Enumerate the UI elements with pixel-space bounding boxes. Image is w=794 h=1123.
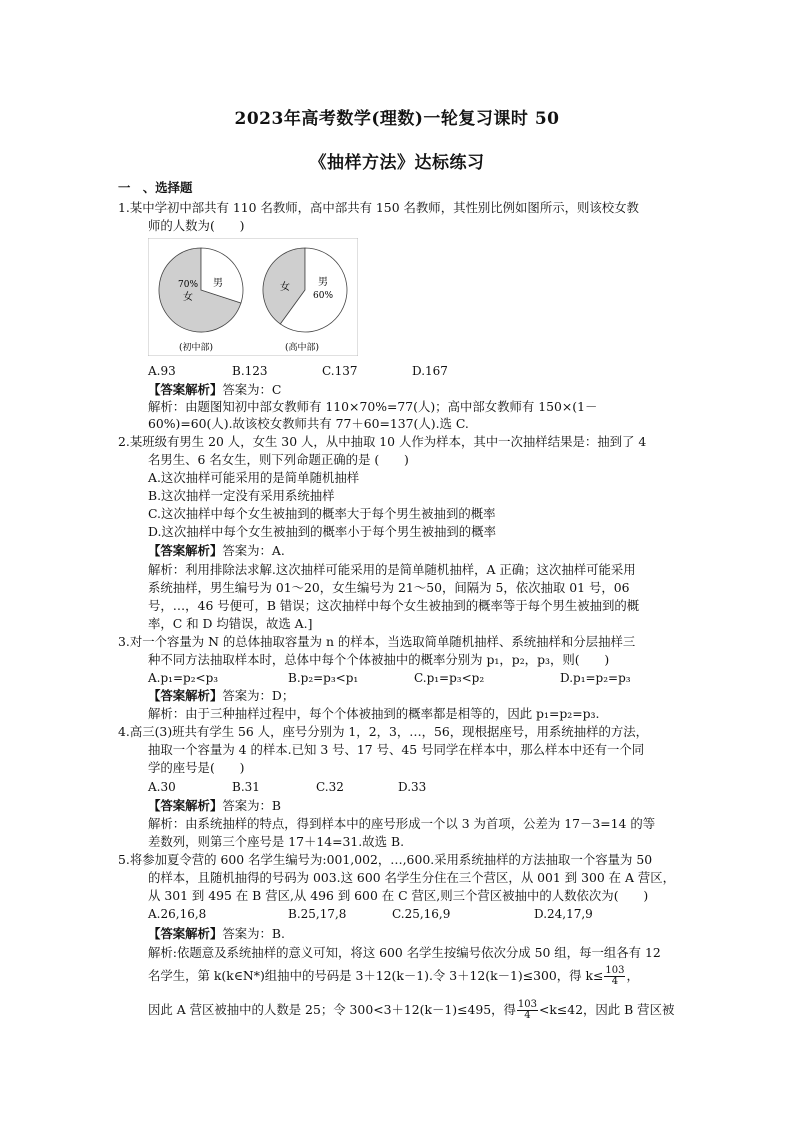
doc-title-line1: 2023年高考数学(理数)一轮复习课时 50 — [234, 109, 560, 129]
senior-female-label: 女 — [280, 282, 290, 293]
q3-option-b: B.p₂=p₃<p₁ — [288, 671, 359, 685]
q5-answer-tag: 【答案解析】 — [148, 926, 223, 941]
q5-analysis-line3-text: 因此 A 营区被抽中的人数是 25；令 300<3＋12(k－1)≤495，得 — [148, 1002, 516, 1017]
q5-option-d: D.24,17,9 — [534, 907, 593, 921]
q5-analysis-line1: 解析:依题意及系统抽样的意义可知，将这 600 名学生按编号依次分成 50 组，每一组各有 12 — [148, 945, 661, 960]
q2-analysis-line4: 率，C 和 D 均错误，故选 A.] — [148, 616, 313, 631]
fraction-103-over-4: $\frac{103}{4}$ — [605, 965, 625, 987]
q2-option-b: B.这次抽样一定没有采用系统抽样 — [148, 488, 335, 503]
q1-option-c: C.137 — [322, 364, 358, 378]
pie-charts-figure — [148, 238, 358, 356]
q1-analysis-line1: 解析：由题图知初中部女教师有 110×70%=77(人)；高中部女教师有 150×(1－ — [148, 399, 598, 414]
q2-option-a: A.这次抽样可能采用的是简单随机抽样 — [148, 470, 360, 485]
q5-option-c: C.25,16,9 — [392, 907, 451, 921]
q3-option-c: C.p₁=p₃<p₂ — [414, 671, 485, 685]
senior-caption: (高中部) — [285, 343, 320, 353]
section-heading: 一 、选择题 — [118, 180, 193, 195]
junior-caption: (初中部) — [179, 343, 214, 353]
q2-analysis-line1: 解析：利用排除法求解.这次抽样可能采用的是简单随机抽样，A 正确；这次抽样可能采用 — [148, 562, 636, 577]
senior-male-label: 男 — [318, 277, 328, 288]
q1-stem-line2: 师的人数为( ) — [148, 218, 245, 233]
q3-answer: 答案为：D； — [222, 688, 295, 703]
q4-stem-line1: 4.高三(3)班共有学生 56 人，座号分别为 1，2，3，…，56，现根据座号，用系统抽样的方法， — [118, 724, 649, 739]
q3-stem-line1: 3.对一个容量为 N 的总体抽取容量为 n 的样本，当选取简单随机抽样、系统抽样和分层抽样三 — [118, 634, 636, 649]
q3-option-a: A.p₁=p₂<p₃ — [148, 671, 219, 685]
q4-analysis-line1: 解析：由系统抽样的特点，得到样本中的座号形成一个以 3 为首项，公差为 17－3=14 的等 — [148, 816, 656, 831]
junior-male-label: 男 — [213, 278, 223, 289]
q2-answer: 答案为：A. — [222, 543, 285, 558]
q4-analysis-line2: 差数列，则第三个座号是 17＋14=31.故选 B. — [148, 834, 405, 849]
q1-option-d: D.167 — [412, 364, 448, 378]
senior-male-percent: 60% — [313, 291, 334, 301]
q2-answer-tag: 【答案解析】 — [148, 543, 223, 558]
q3-stem-line2: 种不同方法抽取样本时，总体中每个个体被抽中的概率分别为 p₁，p₂，p₃，则( ) — [148, 652, 610, 667]
q2-stem-line2: 名男生、6 名女生，则下列命题正确的是 ( ) — [148, 452, 409, 467]
q4-answer-tag: 【答案解析】 — [148, 798, 223, 813]
q4-option-d: D.33 — [398, 780, 427, 794]
q5-stem-line1: 5.将参加夏令营的 600 名学生编号为:001,002，…,600.采用系统抽样的方法抽取一个容量为 50 — [118, 852, 653, 867]
q2-option-c: C.这次抽样中每个女生被抽到的概率大于每个男生被抽到的概率 — [148, 506, 496, 521]
q4-option-b: B.31 — [232, 780, 260, 794]
q4-option-c: C.32 — [316, 780, 344, 794]
q2-analysis-line3: 号，…，46 号便可，B 错误；这次抽样中每个女生被抽到的概率等于每个男生被抽到的概 — [148, 598, 640, 613]
junior-female-percent: 70% — [178, 280, 199, 290]
q2-option-d: D.这次抽样中每个女生被抽到的概率小于每个男生被抽到的概率 — [148, 524, 496, 539]
q5-answer: 答案为：B. — [222, 926, 285, 941]
q4-option-a: A.30 — [148, 780, 176, 794]
q3-answer-tag: 【答案解析】 — [148, 688, 223, 703]
q2-analysis-line2: 系统抽样，男生编号为 01～20，女生编号为 21～50，间隔为 5，依次抽取 01 号，06 — [148, 580, 630, 595]
q4-stem-line3: 学的座号是( ) — [148, 760, 245, 775]
q5-option-b: B.25,17,8 — [288, 907, 347, 921]
q1-stem-line1: 1.某中学初中部共有 110 名教师，高中部共有 150 名教师，其性别比例如图所示，则该校女教 — [118, 200, 639, 215]
q4-answer: 答案为：B — [222, 798, 282, 813]
q4-stem-line2: 抽取一个容量为 4 的样本.已知 3 号、17 号、45 号同学在样本中，那么样本中还有一个同 — [148, 742, 645, 757]
q1-option-b: B.123 — [232, 364, 268, 378]
q1-answer-tag: 【答案解析】 — [148, 382, 223, 397]
q5-stem-line2: 的样本，且随机抽得的号码为 003.这 600 名学生分住在三个营区，从 001 到 300 在 A 营区， — [148, 870, 676, 885]
q1-analysis-line2: 60%)=60(人).故该校女教师共有 77＋60=137(人).选 C. — [148, 416, 469, 431]
q5-option-a: A.26,16,8 — [148, 907, 207, 921]
doc-title-line2: 《抽样方法》达标练习 — [309, 153, 485, 173]
q5-stem-line3: 从 301 到 495 在 B 营区,从 496 到 600 在 C 营区,则三个营区被抽中的人数依次为( ) — [148, 888, 649, 903]
q3-analysis-line1: 解析：由于三种抽样过程中，每个个体被抽到的概率都是相等的，因此 p₁=p₂=p₃. — [148, 706, 600, 721]
q2-stem-line1: 2.某班级有男生 20 人，女生 30 人，从中抽取 10 人作为样本，其中一次抽样结果是：抽到了 4 — [118, 434, 647, 449]
fraction-103-over-4-b: $\frac{103}{4}$ — [517, 999, 537, 1021]
q5-analysis-line3: 因此 A 营区被抽中的人数是 25；令 300<3＋12(k－1)≤495，得 $\frac{103}{4}$ <k≤42，因此 B 营区被 — [148, 999, 675, 1021]
q1-answer: 答案为：C — [222, 382, 282, 397]
junior-female-label: 女 — [183, 292, 193, 303]
q1-option-a: A.93 — [148, 364, 176, 378]
q3-option-d: D.p₁=p₂=p₃ — [560, 671, 631, 685]
q5-analysis-line2-text: 名学生，第 k(k∈N*)组抽中的号码是 3＋12(k－1).令 3＋12(k－1)≤300，得 k≤ — [148, 968, 604, 983]
q5-analysis-line2: 名学生，第 k(k∈N*)组抽中的号码是 3＋12(k－1).令 3＋12(k－1)≤300，得 k≤ $\frac{103}{4}$ ， — [148, 965, 639, 987]
